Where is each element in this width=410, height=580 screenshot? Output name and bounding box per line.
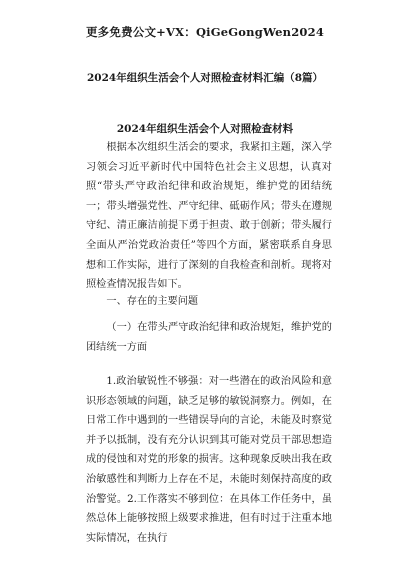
watermark-text: 更多免费公文+VX：QiGeGongWen2024 bbox=[85, 25, 325, 39]
intro-paragraph: 根据本次组织生活会的要求，我紧扣主题，深入学习领会习近平新时代中国特色社会主义思想，认真对照“带头严守政治纪律和政治规矩，维护党的团结统一；带头增强党性、严守纪律、砥砺作风；带头在遵规守纪、清正廉洁前提下勇于担责、敢于创新；带头履行全面从严治党政治责任”等四个方面，紧密联系自身思想和工作实际，进行了深刻的自我检查和剖析。现将对照检查情况报告如下。 bbox=[86, 142, 332, 291]
point-paragraph: 1.政治敏锐性不够强：对一些潜在的政治风险和意识形态领域的问题，缺乏足够的敏锐洞察力。例如，在日常工作中遇到的一些错误导向的言论，未能及时察觉并予以抵制，没有充分认识到其可能对党员干部思想造成的侵蚀和对党的形象的损害。这种现象反映出我在政治敏感性和判断力上存在不足，未能时刻保持高度的政治警觉。2.工作落实不够到位：在具体工作任务中，虽然总体上能够按照上级要求推进，但有时过于注重本地实际情况，在执行 bbox=[86, 376, 332, 544]
section-title: 2024年组织生活会个人对照检查材料 bbox=[116, 123, 294, 135]
heading-level-2: （一）在带头严守政治纪律和政治规矩，维护党的团结统一方面 bbox=[86, 322, 332, 353]
heading-level-1: 一、存在的主要问题 bbox=[106, 296, 199, 307]
document-title: 2024年组织生活会个人对照检查材料汇编（8篇） bbox=[86, 72, 324, 84]
